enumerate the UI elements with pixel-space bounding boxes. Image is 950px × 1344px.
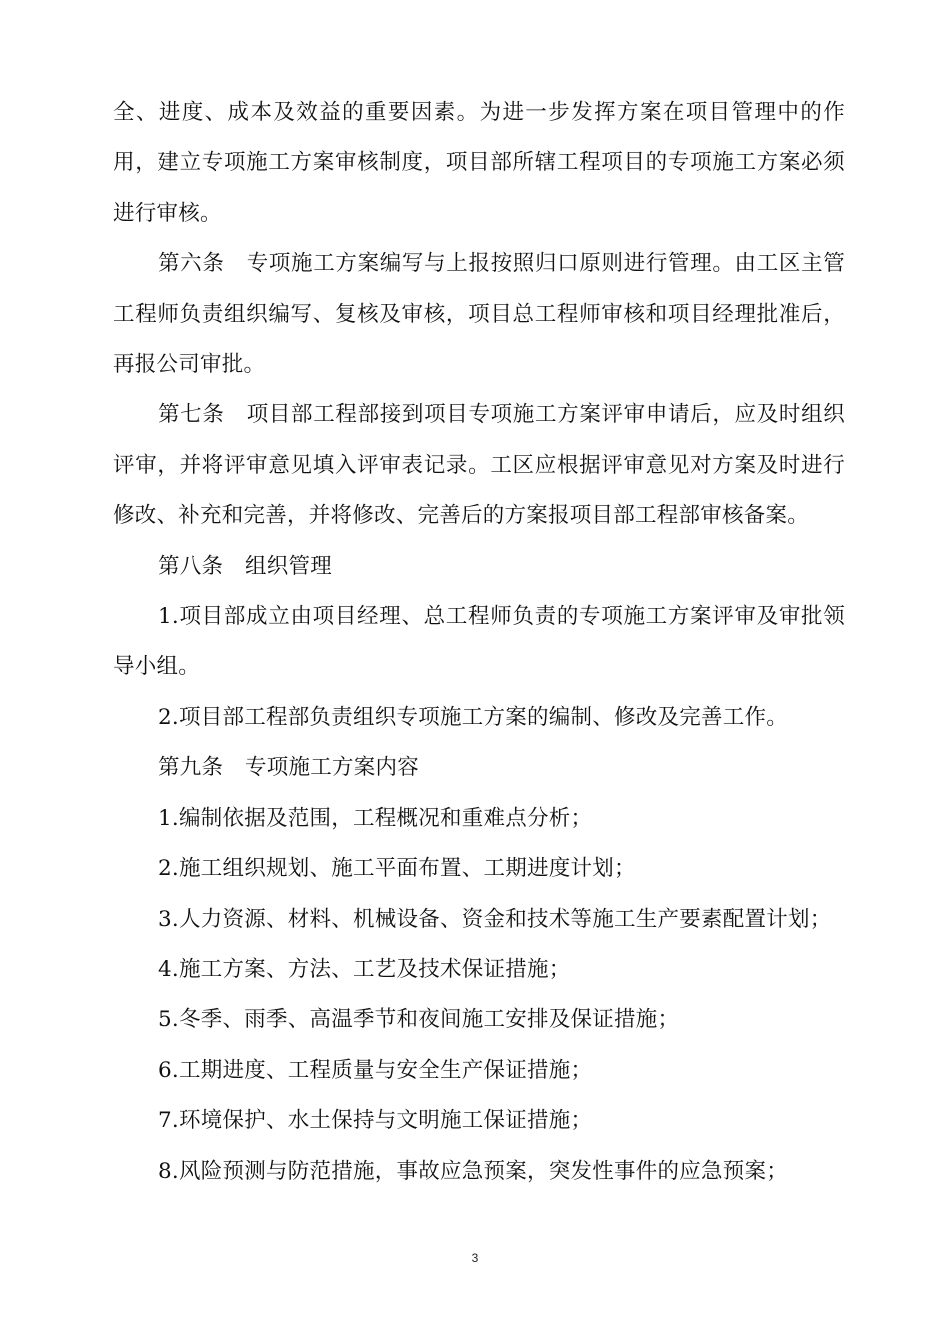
list-item-article-9-1: 1.编制依据及范围，工程概况和重难点分析；	[158, 805, 593, 831]
page-number: 3	[471, 1251, 479, 1265]
heading-article-8: 第八条 组织管理	[158, 553, 333, 579]
heading-article-9: 第九条 专项施工方案内容	[158, 755, 420, 781]
paragraph-article-7: 第七条 项目部工程部接到项目专项施工方案评审申请后，应及时组织评审，并将评审意见填入评审表记录。工区应根据评审意见对方案及时进行修改、补充和完善，并将修改、完善后的方案报项目部工程部审核备案。	[113, 402, 845, 529]
list-item-article-9-6: 6.工期进度、工程质量与安全生产保证措施；	[158, 1057, 593, 1083]
list-item-article-9-8: 8.风险预测与防范措施，事故应急预案，突发性事件的应急预案；	[158, 1158, 789, 1184]
paragraph-article-6: 第六条 专项施工方案编写与上报按照归口原则进行管理。由工区主管工程师负责组织编写、复核及审核，项目总工程师审核和项目经理批准后，再报公司审批。	[113, 251, 845, 378]
document-body	[113, 88, 845, 1197]
list-item-article-9-3: 3.人力资源、材料、机械设备、资金和技术等施工生产要素配置计划；	[158, 906, 832, 932]
list-item-article-9-5: 5.冬季、雨季、高温季节和夜间施工安排及保证措施；	[158, 1007, 680, 1033]
list-item-article-8-1: 1.项目部成立由项目经理、总工程师负责的专项施工方案评审及审批领导小组。	[113, 604, 845, 680]
paragraph-intro-continuation: 全、进度、成本及效益的重要因素。为进一步发挥方案在项目管理中的作用，建立专项施工方案审核制度，项目部所辖工程项目的专项施工方案必须进行审核。	[113, 100, 845, 226]
list-item-article-9-2: 2.施工组织规划、施工平面布置、工期进度计划；	[158, 856, 636, 882]
list-item-article-9-4: 4.施工方案、方法、工艺及技术保证措施；	[158, 956, 571, 982]
list-item-article-9-7: 7.环境保护、水土保持与文明施工保证措施；	[158, 1108, 593, 1134]
list-item-article-8-2: 2.项目部工程部负责组织专项施工方案的编制、修改及完善工作。	[158, 704, 789, 730]
